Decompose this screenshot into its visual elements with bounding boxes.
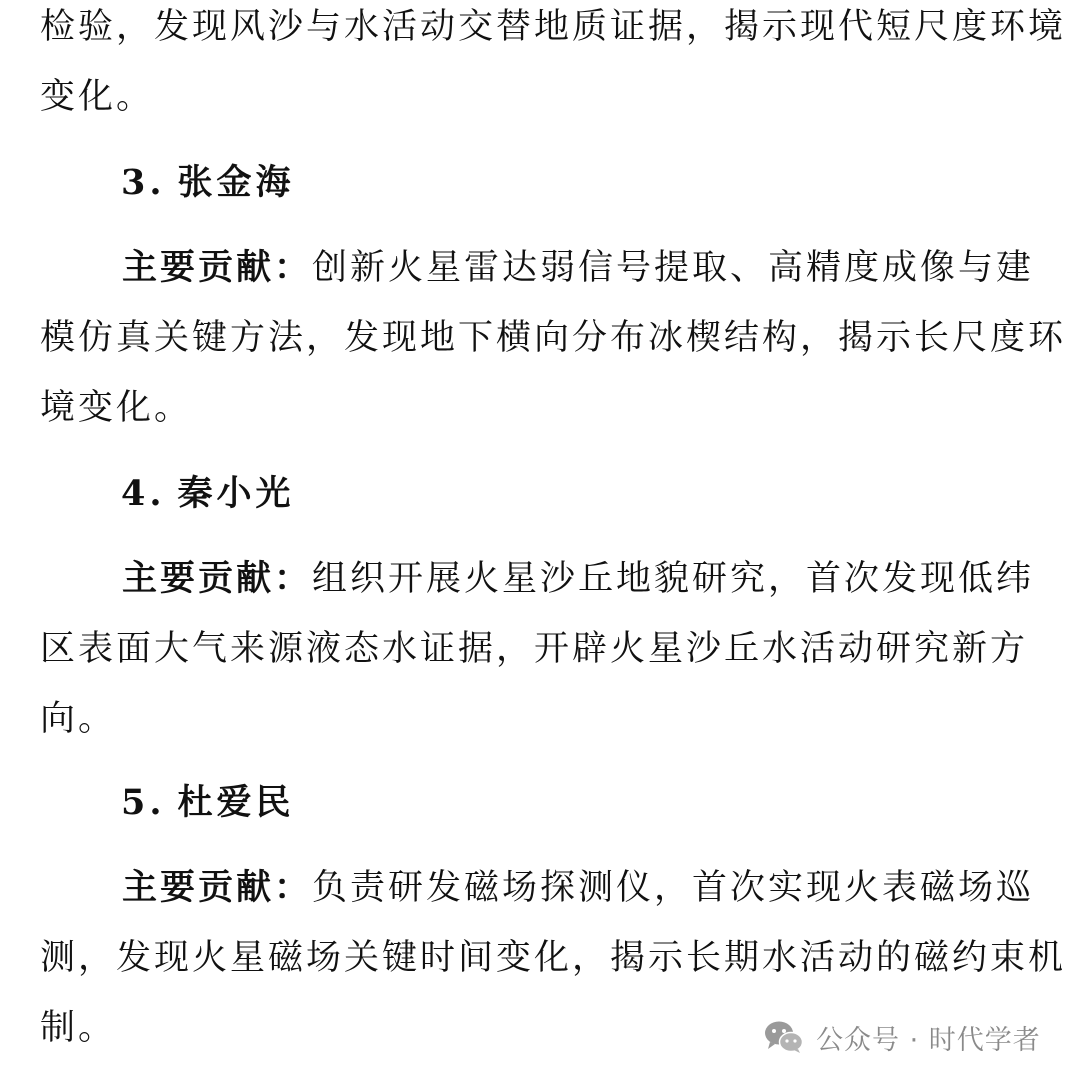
entry-number: 5. bbox=[121, 782, 166, 823]
wechat-watermark bbox=[760, 1012, 1045, 1062]
entry-name: 张金海 bbox=[177, 162, 295, 203]
entry-heading-3 bbox=[121, 148, 295, 218]
entry-heading-5 bbox=[121, 768, 295, 838]
contribution-label: 主要贡献： bbox=[122, 558, 313, 599]
contribution-text: 创新火星雷达弱信号提取、高精度成像与建模仿真关键方法，发现地下横向分布冰楔结构，揭示长尺度环境变化。 bbox=[40, 248, 1067, 428]
entry-contribution-4 bbox=[40, 544, 1070, 754]
watermark-text: 公众号 · 时代学者 bbox=[816, 1024, 1041, 1056]
contribution-text: 负责研发磁场探测仪，首次实现火表磁场巡测，发现火星磁场关键时间变化，揭示长期水活动的磁约束机制。 bbox=[40, 868, 1067, 1048]
entry-name: 秦小光 bbox=[177, 473, 295, 514]
contribution-label: 主要贡献： bbox=[122, 247, 313, 288]
contribution-text: 组织开展火星沙丘地貌研究，首次发现低纬区表面大气来源液态水证据，开辟火星沙丘水活动研究新方向。 bbox=[40, 559, 1035, 739]
intro-text: 检验，发现风沙与水活动交替地质证据，揭示现代短尺度环境变化。 bbox=[40, 7, 1067, 117]
entry-name: 杜爱民 bbox=[177, 782, 295, 823]
entry-number: 4. bbox=[121, 473, 166, 514]
wechat-icon bbox=[764, 1020, 804, 1054]
contribution-label: 主要贡献： bbox=[122, 867, 313, 908]
entry-contribution-3 bbox=[40, 233, 1070, 443]
entry-heading-4 bbox=[121, 459, 295, 529]
intro-paragraph bbox=[40, 0, 1070, 132]
entry-number: 3. bbox=[121, 162, 166, 203]
